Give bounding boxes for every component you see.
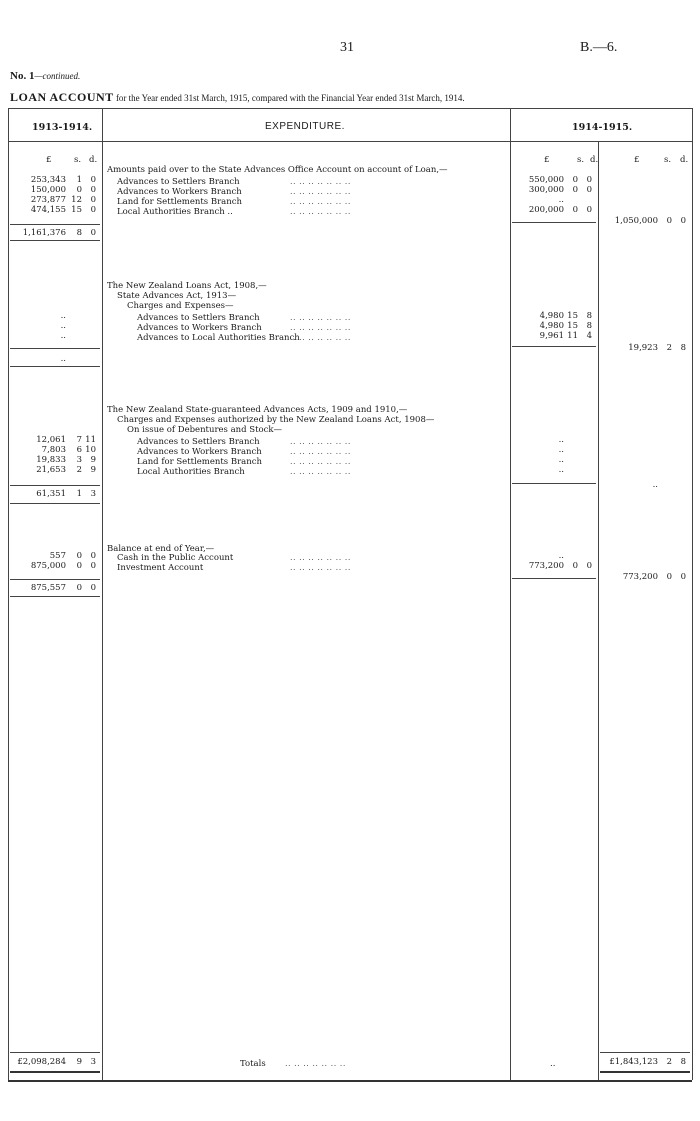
- section-3-row-3-curr-pounds: ..: [558, 455, 564, 465]
- section-1-row-3-prev-pounds: 273,877: [30, 195, 66, 205]
- section-1-prev-total-pence: 0: [90, 228, 96, 238]
- section-2-row-3-curr-pounds: 9,961: [539, 331, 564, 341]
- totals-leader-dots: .. .. .. .. .. .. ..: [285, 1059, 346, 1068]
- section-2-curr-total-pounds: 19,923: [628, 343, 658, 353]
- account-heading: [10, 90, 465, 105]
- section-3-curr-total-pounds: ..: [652, 480, 658, 490]
- section-4-curr-total-pounds: 773,200: [622, 572, 658, 582]
- section-4-prev-rule: [10, 579, 100, 580]
- section-4-row-2-curr-pounds: 773,200: [528, 561, 564, 571]
- section-3-curr-rule: [512, 483, 596, 484]
- prev-pence-header: d.: [89, 155, 98, 165]
- table-number: No. 1: [10, 70, 35, 82]
- table-header-rule: [8, 141, 692, 142]
- section-2-prev-rule-bottom: [10, 366, 100, 367]
- section-1-heading: Amounts paid over to the State Advances Office Account on account of Loan,—: [107, 165, 448, 175]
- total-pound-header: £: [634, 155, 640, 165]
- continued-note: —continued.: [34, 71, 81, 81]
- section-1-row-4-prev-pounds: 474,155: [30, 205, 66, 215]
- section-1-prev-rule-bottom: [10, 240, 100, 241]
- section-1-row-2-prev-pounds: 150,000: [30, 185, 66, 195]
- account-subtitle: for the Year ended 31st March, 1915, compared with the Financial Year ended 31st March, 1914.: [115, 93, 465, 103]
- section-4-row-2-prev-pounds: 875,000: [30, 561, 66, 571]
- account-title: LOAN ACCOUNT: [10, 90, 114, 104]
- section-3-prev-rule: [10, 485, 100, 486]
- total-pence-header: d.: [680, 155, 689, 165]
- section-1-row-1-curr-pence: 0: [586, 175, 592, 185]
- section-4-prev-total-shillings: 0: [76, 583, 82, 593]
- section-1-row-1-prev-shillings: 1: [76, 175, 82, 185]
- totals-prev-pounds: £2,098,284: [17, 1057, 66, 1067]
- section-4-curr-rule: [512, 578, 596, 579]
- section-4-row-2-leader-dots: .. .. .. .. .. .. ..: [290, 563, 351, 572]
- section-3-row-2-label: Advances to Workers Branch: [137, 447, 262, 457]
- section-2-curr-total-shillings: 2: [666, 343, 672, 353]
- curr-pence-header: d.: [590, 155, 599, 165]
- section-3-row-1-curr-pounds: ..: [558, 435, 564, 445]
- col-divider-curr: [510, 108, 511, 1080]
- section-4-row-1-prev-pounds: 557: [49, 551, 66, 561]
- section-2-row-1-label: Advances to Settlers Branch: [137, 313, 260, 323]
- section-2-curr-rule: [512, 346, 596, 347]
- col-header-1914-1915: 1914-1915.: [572, 122, 633, 133]
- prev-pound-header: £: [46, 155, 52, 165]
- totals-curr-double-rule: [600, 1071, 690, 1073]
- curr-shilling-header: s.: [577, 155, 585, 165]
- section-1-row-3-label: Land for Settlements Branch: [117, 197, 242, 207]
- section-4-heading: Balance at end of Year,—: [107, 544, 215, 554]
- section-4-row-1-prev-pence: 0: [90, 551, 96, 561]
- section-4-row-1-label: Cash in the Public Account: [117, 553, 234, 563]
- section-2-row-1-curr-shillings: 15: [567, 311, 578, 321]
- totals-prev-rule: [10, 1052, 100, 1053]
- totals-prev-pence: 3: [90, 1057, 96, 1067]
- section-3-row-4-leader-dots: .. .. .. .. .. .. ..: [290, 467, 351, 476]
- col-divider-curr-inner: [598, 142, 599, 1080]
- table-top-rule: [8, 108, 692, 109]
- section-1-row-1-curr-shillings: 0: [572, 175, 578, 185]
- section-2-heading: The New Zealand Loans Act, 1908,—: [107, 281, 267, 291]
- section-3-row-1-leader-dots: .. .. .. .. .. .. ..: [290, 437, 351, 446]
- section-1-row-2-prev-shillings: 0: [76, 185, 82, 195]
- section-3-row-1-prev-pence: 11: [85, 435, 96, 445]
- section-2-prev-rule: [10, 348, 100, 349]
- section-2-prev-total-pounds: ..: [60, 354, 66, 364]
- section-4-curr-total-shillings: 0: [666, 572, 672, 582]
- section-3-row-4-prev-pence: 9: [90, 465, 96, 475]
- section-2-row-3-curr-shillings: 11: [567, 331, 578, 341]
- section-3-row-3-prev-shillings: 3: [76, 455, 82, 465]
- col-header-1913-1914: 1913-1914.: [32, 122, 93, 133]
- section-1-row-3-curr-pounds: ..: [558, 195, 564, 205]
- left-border: [8, 108, 9, 1080]
- section-3-row-4-curr-pounds: ..: [558, 465, 564, 475]
- section-3-prev-total-pounds: 61,351: [36, 489, 66, 499]
- section-1-row-4-prev-pence: 0: [90, 205, 96, 215]
- section-3-row-1-prev-pounds: 12,061: [36, 435, 66, 445]
- section-3-sub1: Charges and Expenses authorized by the New Zealand Loans Act, 1908—: [117, 415, 435, 425]
- section-3-row-4-label: Local Authorities Branch: [137, 467, 245, 477]
- section-4-row-2-curr-shillings: 0: [572, 561, 578, 571]
- section-3-row-1-label: Advances to Settlers Branch: [137, 437, 260, 447]
- totals-curr-pounds: £1,843,123: [609, 1057, 658, 1067]
- section-1-row-3-prev-pence: 0: [90, 195, 96, 205]
- page-reference: B.—6.: [580, 40, 618, 55]
- section-1-row-3-prev-shillings: 12: [71, 195, 82, 205]
- section-3-prev-rule-bottom: [10, 503, 100, 504]
- section-1-row-4-curr-pence: 0: [586, 205, 592, 215]
- table-continued-label: [10, 70, 80, 82]
- prev-shilling-header: s.: [74, 155, 82, 165]
- section-3-row-2-leader-dots: .. .. .. .. .. .. ..: [290, 447, 351, 456]
- section-1-row-1-prev-pounds: 253,343: [30, 175, 66, 185]
- section-2-row-2-curr-pounds: 4,980: [539, 321, 564, 331]
- section-2-sub2: Charges and Expenses—: [127, 301, 234, 311]
- section-3-row-4-prev-shillings: 2: [76, 465, 82, 475]
- totals-prev-shillings: 9: [76, 1057, 82, 1067]
- section-2-row-3-label: Advances to Local Authorities Branch: [137, 333, 300, 343]
- section-3-row-2-prev-pence: 10: [85, 445, 96, 455]
- section-4-prev-total-pence: 0: [90, 583, 96, 593]
- section-4-row-1-prev-shillings: 0: [76, 551, 82, 561]
- section-1-row-1-prev-pence: 0: [90, 175, 96, 185]
- section-2-row-2-prev-pounds: ..: [60, 321, 66, 331]
- section-1-curr-total-pounds: 1,050,000: [614, 216, 658, 226]
- section-2-row-2-label: Advances to Workers Branch: [137, 323, 262, 333]
- section-4-row-2-curr-pence: 0: [586, 561, 592, 571]
- section-2-curr-total-pence: 8: [680, 343, 686, 353]
- total-shilling-header: s.: [664, 155, 672, 165]
- totals-curr-shillings: 2: [666, 1057, 672, 1067]
- section-4-row-2-prev-pence: 0: [90, 561, 96, 571]
- section-2-row-3-leader-dots: .. .. .. .. .. .. ..: [290, 333, 351, 342]
- section-1-row-2-label: Advances to Workers Branch: [117, 187, 242, 197]
- section-2-row-2-leader-dots: .. .. .. .. .. .. ..: [290, 323, 351, 332]
- totals-label: Totals: [240, 1059, 266, 1069]
- section-4-row-1-curr-pounds: ..: [558, 551, 564, 561]
- col-divider-prev: [102, 108, 103, 1080]
- section-2-row-3-prev-pounds: ..: [60, 331, 66, 341]
- section-1-row-2-curr-shillings: 0: [572, 185, 578, 195]
- section-1-row-4-prev-shillings: 15: [71, 205, 82, 215]
- section-2-row-3-curr-pence: 4: [586, 331, 592, 341]
- section-1-prev-total-pounds: 1,161,376: [22, 228, 66, 238]
- section-3-row-3-leader-dots: .. .. .. .. .. .. ..: [290, 457, 351, 466]
- section-2-row-2-curr-shillings: 15: [567, 321, 578, 331]
- section-4-row-2-prev-shillings: 0: [76, 561, 82, 571]
- totals-curr-rule: [600, 1052, 690, 1053]
- section-4-prev-rule-bottom: [10, 596, 100, 597]
- section-3-row-2-prev-shillings: 6: [76, 445, 82, 455]
- section-1-curr-rule: [512, 222, 596, 223]
- section-1-curr-total-pence: 0: [680, 216, 686, 226]
- section-1-row-4-curr-shillings: 0: [572, 205, 578, 215]
- section-3-prev-total-pence: 3: [90, 489, 96, 499]
- section-2-row-1-leader-dots: .. .. .. .. .. .. ..: [290, 313, 351, 322]
- section-2-sub1: State Advances Act, 1913—: [117, 291, 237, 301]
- section-1-row-3-leader-dots: .. .. .. .. .. .. ..: [290, 197, 351, 206]
- col-header-expenditure: EXPENDITURE.: [265, 121, 345, 132]
- section-2-row-1-curr-pence: 8: [586, 311, 592, 321]
- section-1-curr-total-shillings: 0: [666, 216, 672, 226]
- section-1-prev-total-shillings: 8: [76, 228, 82, 238]
- section-1-prev-rule: [10, 224, 100, 225]
- section-1-row-4-leader-dots: .. .. .. .. .. .. ..: [290, 207, 351, 216]
- section-4-row-1-leader-dots: .. .. .. .. .. .. ..: [290, 553, 351, 562]
- section-3-heading: The New Zealand State-guaranteed Advances Acts, 1909 and 1910,—: [107, 405, 408, 415]
- section-1-row-1-leader-dots: .. .. .. .. .. .. ..: [290, 177, 351, 186]
- section-1-row-2-curr-pence: 0: [586, 185, 592, 195]
- section-3-row-1-prev-shillings: 7: [76, 435, 82, 445]
- table-bottom-rule: [8, 1080, 692, 1082]
- totals-curr-mid: ..: [550, 1059, 556, 1069]
- section-3-row-3-prev-pence: 9: [90, 455, 96, 465]
- section-1-row-2-prev-pence: 0: [90, 185, 96, 195]
- section-3-row-3-prev-pounds: 19,833: [36, 455, 66, 465]
- section-1-row-4-label: Local Authorities Branch ..: [117, 207, 233, 217]
- section-1-row-2-leader-dots: .. .. .. .. .. .. ..: [290, 187, 351, 196]
- section-2-row-1-prev-pounds: ..: [60, 311, 66, 321]
- right-border: [692, 108, 693, 1080]
- section-3-prev-total-shillings: 1: [76, 489, 82, 499]
- section-4-curr-total-pence: 0: [680, 572, 686, 582]
- section-1-row-1-curr-pounds: 550,000: [528, 175, 564, 185]
- section-4-row-2-label: Investment Account: [117, 563, 204, 573]
- section-3-sub2: On issue of Debentures and Stock—: [127, 425, 283, 435]
- section-1-row-4-curr-pounds: 200,000: [528, 205, 564, 215]
- totals-prev-double-rule: [10, 1071, 100, 1073]
- section-1-row-1-label: Advances to Settlers Branch: [117, 177, 240, 187]
- section-3-row-2-prev-pounds: 7,803: [41, 445, 66, 455]
- curr-pound-header: £: [544, 155, 550, 165]
- section-1-row-2-curr-pounds: 300,000: [528, 185, 564, 195]
- section-2-row-1-curr-pounds: 4,980: [539, 311, 564, 321]
- section-3-row-3-label: Land for Settlements Branch: [137, 457, 262, 467]
- page-number: 31: [340, 40, 354, 55]
- totals-curr-pence: 8: [680, 1057, 686, 1067]
- section-3-row-2-curr-pounds: ..: [558, 445, 564, 455]
- section-2-row-2-curr-pence: 8: [586, 321, 592, 331]
- section-4-prev-total-pounds: 875,557: [30, 583, 66, 593]
- section-3-row-4-prev-pounds: 21,653: [36, 465, 66, 475]
